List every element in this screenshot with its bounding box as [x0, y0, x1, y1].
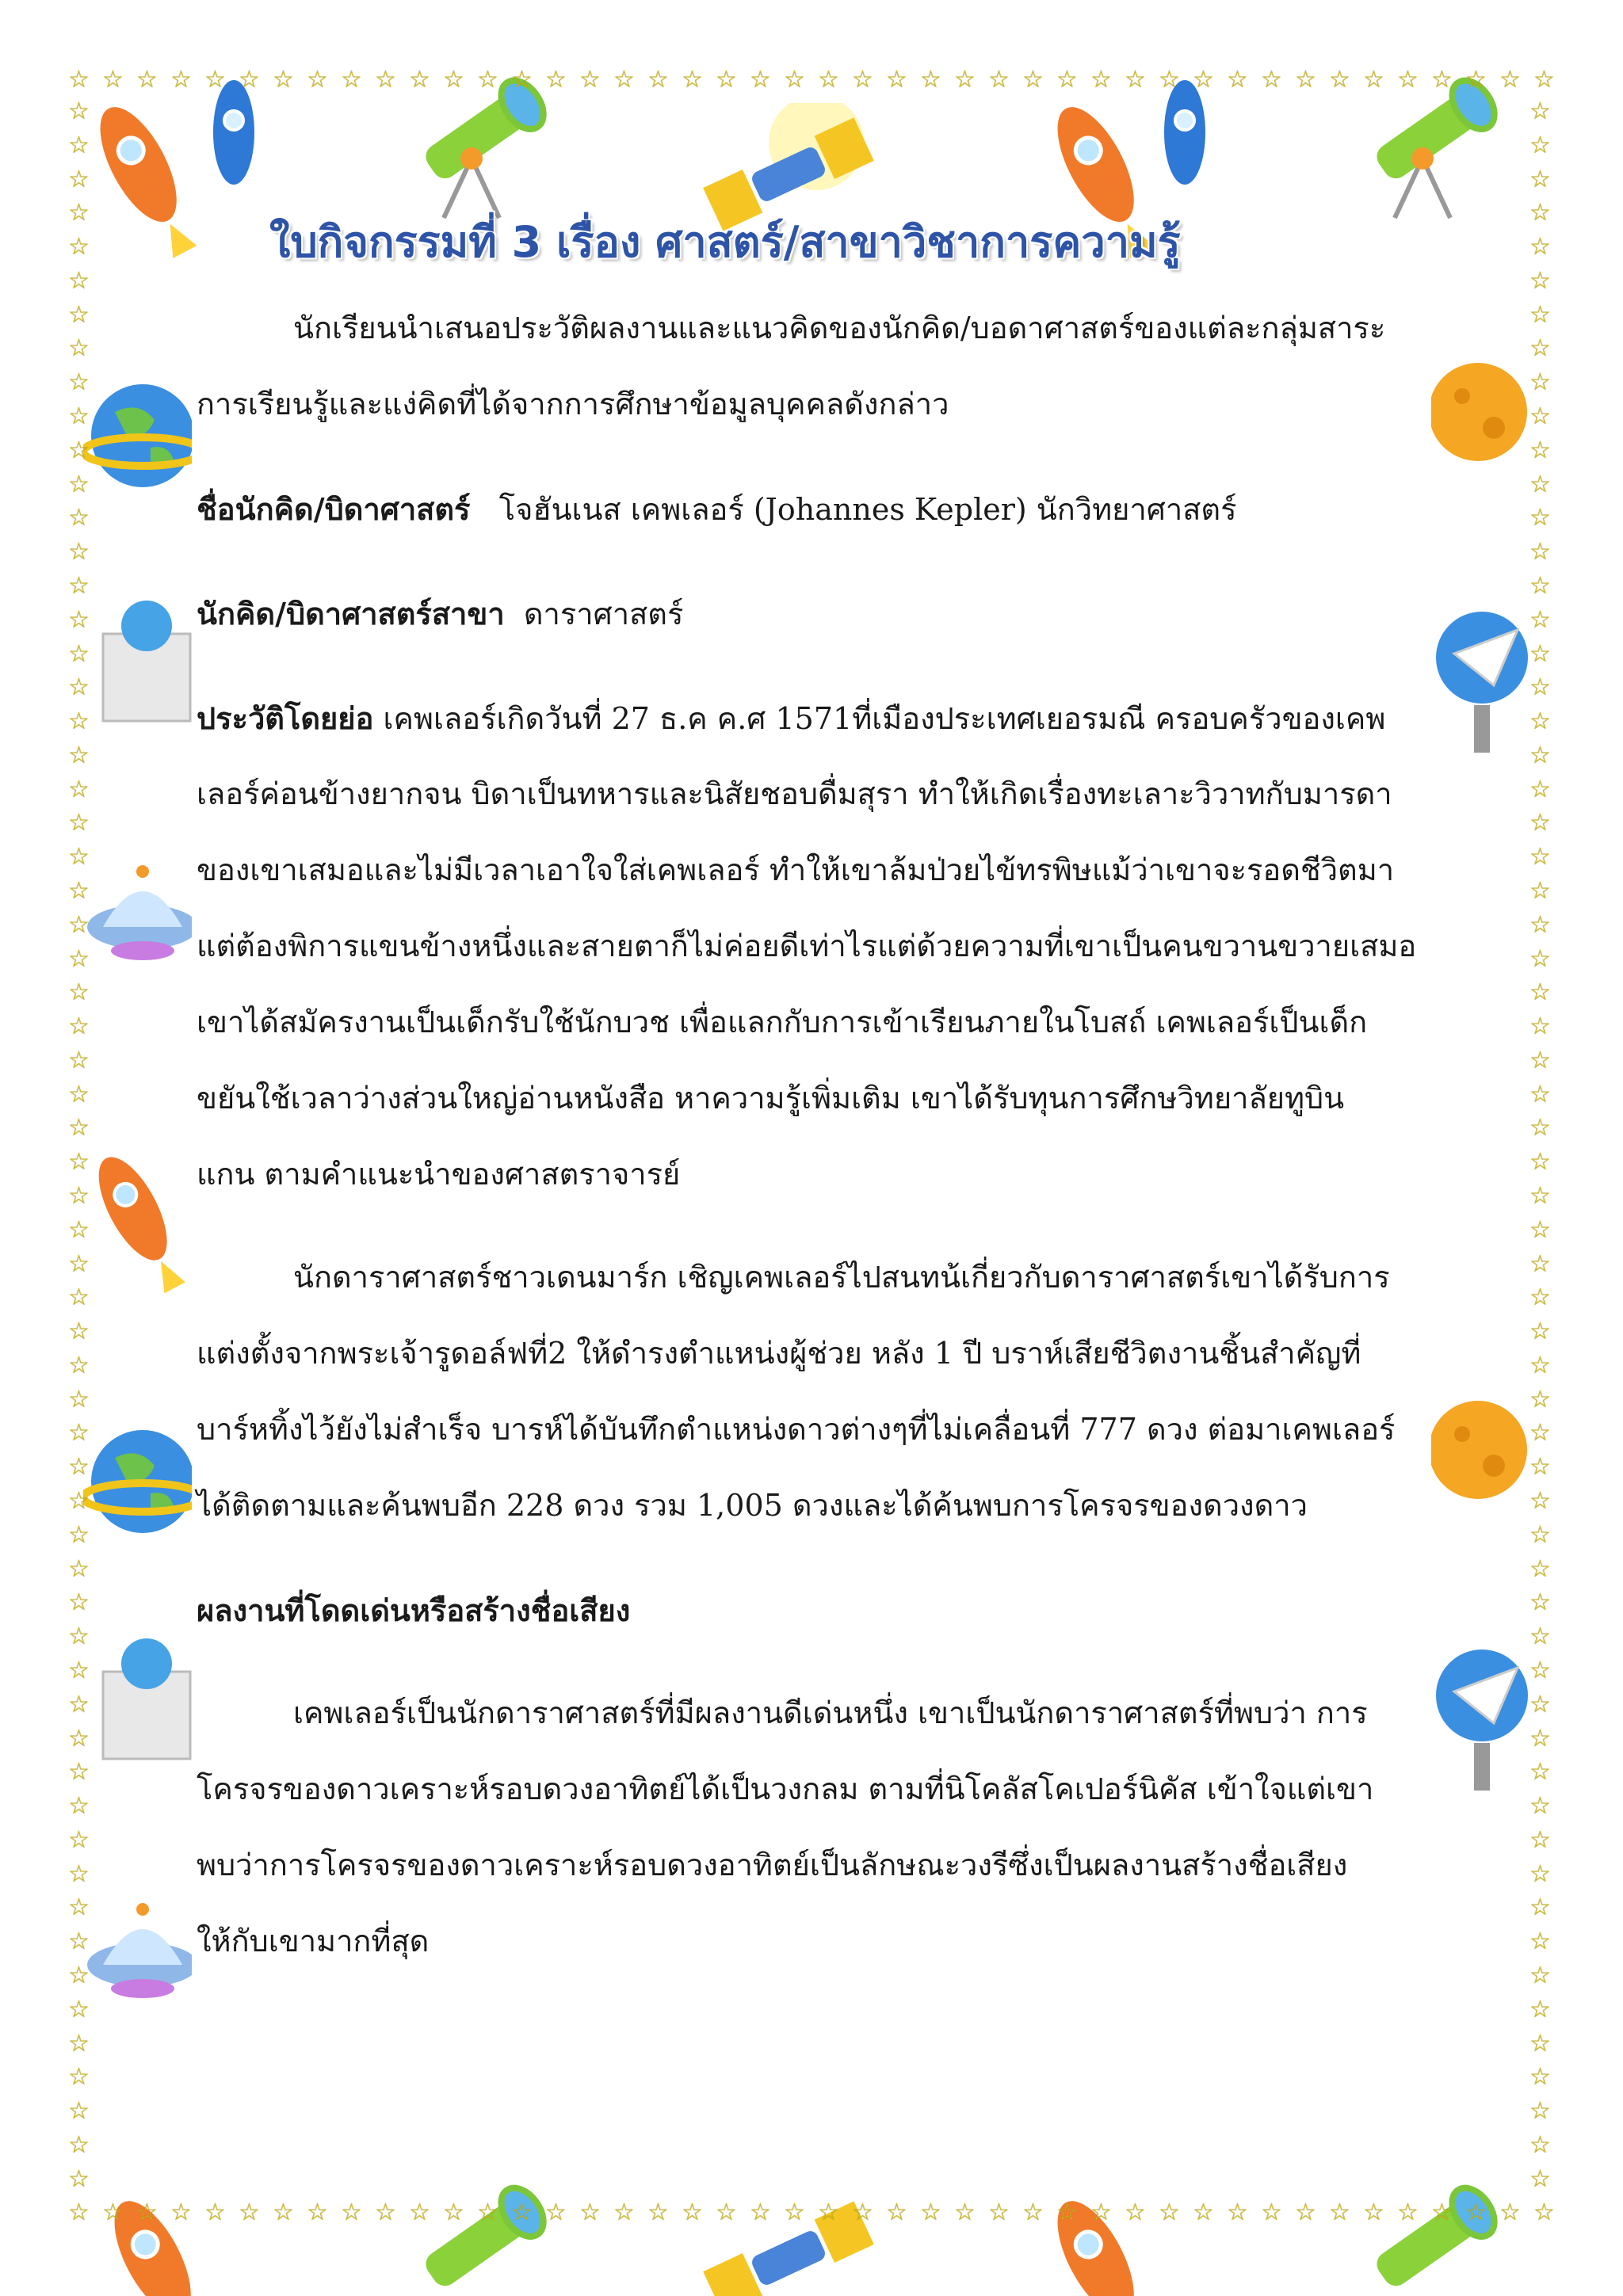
star-icon: ☆	[647, 2199, 669, 2226]
star-icon: ☆	[1529, 1487, 1551, 1516]
star-icon: ☆	[1363, 2199, 1384, 2226]
star-icon: ☆	[511, 2199, 533, 2226]
star-icon: ☆	[68, 1894, 90, 1922]
star-icon: ☆	[375, 66, 396, 93]
star-icon: ☆	[1529, 334, 1551, 363]
branch-label: นักคิด/บิดาศาสตร์สาขา	[197, 596, 505, 631]
star-icon: ☆	[1193, 2199, 1214, 2226]
star-icon: ☆	[1529, 775, 1551, 803]
star-icon: ☆	[307, 2199, 328, 2226]
star-icon: ☆	[1193, 66, 1214, 93]
star-icon: ☆	[477, 66, 498, 93]
star-icon: ☆	[1397, 66, 1419, 93]
star-icon: ☆	[68, 944, 90, 973]
bio-line: ขยันใช้เวลาว่างส่วนใหญ่อ่านหนังสือ หาความรู้เพิ่มเติม เขาได้รับทุนการศึกษวิทยาลัยทูบิน	[197, 1081, 1345, 1116]
star-icon: ☆	[68, 707, 90, 736]
rocket-icon	[1030, 2167, 1165, 2296]
star-icon: ☆	[1499, 66, 1521, 93]
star-icon: ☆	[1529, 1419, 1551, 1447]
star-icon: ☆	[988, 66, 1010, 93]
page-title: ใบกิจกรรมที่ 3 เรื่อง ศาสตร์/สาขาวิชาการความรู้	[269, 217, 1181, 267]
star-icon: ☆	[1529, 436, 1551, 464]
works-heading: ผลงานที่โดดเด่นหรือสร้างชื่อเสียง	[197, 1592, 631, 1628]
star-icon: ☆	[68, 1589, 90, 1617]
star-icon: ☆	[68, 368, 90, 397]
star-icon: ☆	[1529, 1283, 1551, 1312]
name-value: โจฮันเนส เคพเลอร์ (Johannes Kepler) นักวิทยาศาสตร์	[498, 492, 1237, 527]
star-icon: ☆	[68, 1792, 90, 1821]
star-icon: ☆	[68, 1487, 90, 1516]
star-icon: ☆	[68, 97, 90, 125]
toy-block-icon	[87, 1616, 206, 1767]
star-border-top	[68, 68, 1555, 92]
star-icon: ☆	[1529, 605, 1551, 634]
star-icon: ☆	[68, 1928, 90, 1956]
star-icon: ☆	[68, 843, 90, 871]
star-icon: ☆	[988, 2199, 1010, 2226]
star-icon: ☆	[68, 741, 90, 769]
star-icon: ☆	[1529, 1894, 1551, 1922]
star-icon: ☆	[68, 1554, 90, 1583]
star-icon: ☆	[1090, 66, 1112, 93]
star-icon: ☆	[68, 300, 90, 329]
star-icon: ☆	[954, 66, 976, 93]
star-icon: ☆	[443, 2199, 464, 2226]
star-icon: ☆	[1261, 66, 1282, 93]
bio-line: แต่ต้องพิการแขนข้างหนึ่งและสายตาก็ไม่ค่อยดีเท่าไรแต่ด้วยความที่เขาเป็นคนขวานขวายเสมอ	[197, 929, 1417, 963]
star-icon: ☆	[68, 910, 90, 939]
star-icon: ☆	[68, 1318, 90, 1346]
star-icon: ☆	[68, 2164, 90, 2193]
star-icon: ☆	[579, 66, 601, 93]
star-icon: ☆	[68, 978, 90, 1007]
star-icon: ☆	[545, 66, 567, 93]
star-icon: ☆	[1529, 1589, 1551, 1617]
telescope-icon	[1347, 2171, 1506, 2296]
star-icon: ☆	[68, 1623, 90, 1651]
star-icon: ☆	[68, 673, 90, 702]
star-icon: ☆	[68, 1825, 90, 1854]
works-line: เคพเลอร์เป็นนักดาราศาสตร์ที่มีผลงานดีเด่นหนึ่ง เขาเป็นนักดาราศาสตร์ที่พบว่า การ	[293, 1695, 1368, 1730]
star-icon: ☆	[68, 1148, 90, 1177]
star-icon: ☆	[852, 2199, 873, 2226]
star-icon: ☆	[68, 266, 90, 295]
star-icon: ☆	[682, 66, 703, 93]
star-icon: ☆	[1125, 66, 1146, 93]
para2-line: แต่งตั้งจากพระเจ้ารูดอล์ฟที่2 ให้ดำรงตำแหน่งผู้ช่วย หลัง 1 ปี บราห์เสียชีวิตงานชิ้นสำคัญที่	[197, 1336, 1361, 1371]
star-icon: ☆	[1529, 1046, 1551, 1074]
star-icon: ☆	[1465, 2199, 1487, 2226]
globe-icon	[83, 376, 202, 495]
bio-line: ของเขาเสมอและไม่มีเวลาเอาใจใส่เคพเลอร์ ทำให้เขาล้มป่วยไข้ทรพิษแม้ว่าเขาจะรอดชีวิตมา	[197, 852, 1395, 887]
rocket-icon	[73, 73, 208, 263]
star-icon: ☆	[1529, 741, 1551, 769]
star-icon: ☆	[1529, 97, 1551, 125]
star-icon: ☆	[68, 436, 90, 464]
star-icon: ☆	[682, 2199, 703, 2226]
star-icon: ☆	[1529, 1623, 1551, 1651]
star-icon: ☆	[784, 2199, 805, 2226]
star-icon: ☆	[443, 66, 464, 93]
star-icon: ☆	[68, 1182, 90, 1210]
star-icon: ☆	[102, 66, 124, 93]
star-icon: ☆	[68, 1724, 90, 1753]
star-icon: ☆	[68, 538, 90, 566]
para2-line: นักดาราศาสตร์ชาวเดนมาร์ก เชิญเคพเลอร์ไปสนทน้เกี่ยวกับดาราศาสตร์เขาได้รับการ	[293, 1260, 1390, 1295]
star-icon: ☆	[68, 1995, 90, 2023]
star-icon: ☆	[1465, 66, 1487, 93]
star-icon: ☆	[68, 1351, 90, 1379]
star-icon: ☆	[1529, 1114, 1551, 1142]
star-icon: ☆	[716, 2199, 737, 2226]
star-icon: ☆	[818, 66, 839, 93]
rocket-icon	[87, 2167, 222, 2296]
star-icon: ☆	[68, 165, 90, 193]
star-icon: ☆	[68, 1859, 90, 1888]
star-icon: ☆	[818, 2199, 839, 2226]
star-icon: ☆	[68, 1249, 90, 1278]
star-icon: ☆	[1529, 368, 1551, 397]
star-icon: ☆	[1529, 199, 1551, 227]
star-icon: ☆	[68, 1215, 90, 1244]
star-icon: ☆	[784, 66, 805, 93]
toy-block-icon	[87, 578, 206, 729]
star-icon: ☆	[68, 639, 90, 668]
star-icon: ☆	[886, 2199, 907, 2226]
star-icon: ☆	[68, 2029, 90, 2058]
star-icon: ☆	[1329, 2199, 1350, 2226]
star-icon: ☆	[68, 1758, 90, 1787]
star-icon: ☆	[477, 2199, 498, 2226]
star-icon: ☆	[1529, 470, 1551, 498]
ufo-icon	[79, 840, 206, 982]
star-icon: ☆	[68, 605, 90, 634]
star-icon: ☆	[716, 66, 737, 93]
star-icon: ☆	[1529, 1215, 1551, 1244]
star-icon: ☆	[136, 2199, 158, 2226]
star-icon: ☆	[68, 199, 90, 227]
star-icon: ☆	[68, 1013, 90, 1041]
star-icon: ☆	[750, 66, 771, 93]
star-icon: ☆	[511, 66, 533, 93]
star-icon: ☆	[1529, 910, 1551, 939]
star-icon: ☆	[1056, 2199, 1078, 2226]
star-icon: ☆	[1529, 1724, 1551, 1753]
paper-plane-icon	[1426, 602, 1537, 761]
planet-icon	[1419, 1390, 1537, 1509]
star-icon: ☆	[1529, 1758, 1551, 1787]
star-icon: ☆	[1529, 1385, 1551, 1413]
globe-icon	[83, 1422, 202, 1541]
star-icon: ☆	[1529, 538, 1551, 566]
star-icon: ☆	[1529, 2164, 1551, 2193]
star-icon: ☆	[1125, 2199, 1146, 2226]
star-icon: ☆	[1529, 266, 1551, 295]
star-icon: ☆	[1529, 1961, 1551, 1989]
star-icon: ☆	[1529, 809, 1551, 837]
star-icon: ☆	[1529, 1182, 1551, 1210]
star-border-bottom	[68, 2201, 1555, 2225]
star-icon: ☆	[409, 2199, 430, 2226]
star-icon: ☆	[1529, 131, 1551, 159]
bio-line	[197, 700, 1385, 738]
works-line: ให้กับเขามากที่สุด	[197, 1924, 430, 1958]
star-icon: ☆	[1529, 1318, 1551, 1346]
star-icon: ☆	[1090, 2199, 1112, 2226]
star-icon: ☆	[68, 2130, 90, 2159]
star-icon: ☆	[68, 1114, 90, 1142]
star-icon: ☆	[136, 66, 158, 93]
star-icon: ☆	[204, 2199, 226, 2226]
name-label: ชื่อนักคิด/บิดาศาสตร์	[197, 491, 471, 527]
star-icon: ☆	[1529, 1928, 1551, 1956]
star-icon: ☆	[68, 1046, 90, 1074]
star-icon: ☆	[1431, 2199, 1453, 2226]
para2-line: ได้ติดตามและค้นพบอีก 228 ดวง รวม 1,005 ดวงและได้ค้นพบการโครจรของดวงดาว	[197, 1488, 1308, 1523]
star-icon: ☆	[1056, 66, 1078, 93]
star-icon: ☆	[68, 470, 90, 498]
star-icon: ☆	[579, 2199, 601, 2226]
star-icon: ☆	[954, 2199, 976, 2226]
star-icon: ☆	[1529, 707, 1551, 736]
star-icon: ☆	[1529, 1453, 1551, 1482]
star-icon: ☆	[1529, 1995, 1551, 2023]
star-icon: ☆	[1529, 1656, 1551, 1684]
star-icon: ☆	[1499, 2199, 1521, 2226]
works-line: โครจรของดาวเคราะห์รอบดวงอาทิตย์ได้เป็นวงกลม ตามที่นิโคลัสโคเปอร์นิคัส เข้าใจแต่เขา	[197, 1772, 1374, 1806]
star-icon: ☆	[1529, 300, 1551, 329]
star-icon: ☆	[1529, 2029, 1551, 2058]
star-icon: ☆	[68, 1520, 90, 1549]
star-icon: ☆	[68, 1453, 90, 1482]
star-icon: ☆	[68, 334, 90, 363]
star-icon: ☆	[68, 2097, 90, 2126]
star-icon: ☆	[1529, 1520, 1551, 1549]
star-icon: ☆	[886, 66, 907, 93]
bio-line: เขาได้สมัครงานเป็นเด็กรับใช้นักบวช เพื่อแลกกับการเข้าเรียนภายในโบสถ์ เคพเลอร์เป็นเด็ก	[197, 1005, 1368, 1039]
star-icon: ☆	[375, 2199, 396, 2226]
star-icon: ☆	[1022, 66, 1044, 93]
star-icon: ☆	[239, 2199, 260, 2226]
star-icon: ☆	[1227, 66, 1248, 93]
star-icon: ☆	[409, 66, 430, 93]
star-icon: ☆	[1159, 2199, 1180, 2226]
star-icon: ☆	[68, 1690, 90, 1718]
star-icon: ☆	[613, 66, 635, 93]
intro-line: การเรียนรู้และแง่คิดที่ได้จากการศึกษาข้อมูลบุคคลดังกล่าว	[197, 387, 949, 421]
bio-label: ประวัติโดยย่อ	[197, 700, 374, 736]
star-icon: ☆	[1529, 2130, 1551, 2159]
star-border-left	[68, 97, 90, 2193]
star-icon: ☆	[68, 571, 90, 600]
star-icon: ☆	[68, 2063, 90, 2092]
star-icon: ☆	[1529, 2063, 1551, 2092]
star-border-right	[1529, 97, 1551, 2193]
star-icon: ☆	[1529, 1351, 1551, 1379]
star-icon: ☆	[273, 2199, 294, 2226]
star-icon: ☆	[1529, 673, 1551, 702]
star-icon: ☆	[1533, 66, 1555, 93]
star-icon: ☆	[68, 66, 90, 93]
ufo-icon	[79, 1878, 206, 2020]
star-icon: ☆	[1363, 66, 1384, 93]
star-icon: ☆	[1529, 165, 1551, 193]
star-icon: ☆	[68, 775, 90, 803]
star-icon: ☆	[68, 233, 90, 261]
star-icon: ☆	[613, 2199, 635, 2226]
bio-line: เลอร์ค่อนข้างยากจน บิดาเป็นทหารและนิสัยชอบดื่มสุรา ทำให้เกิดเรื่องทะเลาะวิวาทกับมารดา	[197, 776, 1392, 811]
star-icon: ☆	[341, 2199, 362, 2226]
star-icon: ☆	[68, 1385, 90, 1413]
star-icon: ☆	[1533, 2199, 1555, 2226]
star-icon: ☆	[1529, 402, 1551, 431]
star-icon: ☆	[1431, 66, 1453, 93]
bio-first: เคพเลอร์เกิดวันที่ 27 ธ.ค ค.ศ 1571ที่เมืองประเทศเยอรมณี ครอบครัวของเคพ	[383, 701, 1386, 736]
star-icon: ☆	[1529, 571, 1551, 600]
star-icon: ☆	[1159, 66, 1180, 93]
star-icon: ☆	[170, 2199, 192, 2226]
rocket-icon	[75, 1125, 194, 1299]
star-icon: ☆	[1529, 1690, 1551, 1718]
works-line: พบว่าการโครจรของดาวเคราะห์รอบดวงอาทิตย์เป็นลักษณะวงรีซึ่งเป็นผลงานสร้างชื่อเสียง	[197, 1848, 1348, 1882]
star-icon: ☆	[68, 1080, 90, 1108]
star-icon: ☆	[1529, 1859, 1551, 1888]
star-icon: ☆	[1529, 504, 1551, 532]
star-icon: ☆	[1529, 1792, 1551, 1821]
star-icon: ☆	[1529, 1080, 1551, 1108]
star-icon: ☆	[1295, 66, 1316, 93]
star-icon: ☆	[1529, 2097, 1551, 2126]
star-icon: ☆	[1529, 1554, 1551, 1583]
bio-line: แกน ตามคำแนะนำของศาสตราจารย์	[197, 1157, 681, 1192]
star-icon: ☆	[1227, 2199, 1248, 2226]
star-icon: ☆	[1529, 639, 1551, 668]
star-icon: ☆	[68, 1283, 90, 1312]
star-icon: ☆	[1529, 944, 1551, 973]
star-icon: ☆	[1529, 1148, 1551, 1177]
star-icon: ☆	[647, 66, 669, 93]
star-icon: ☆	[273, 66, 294, 93]
star-icon: ☆	[1529, 978, 1551, 1007]
star-icon: ☆	[68, 131, 90, 159]
star-icon: ☆	[68, 2199, 90, 2226]
star-icon: ☆	[68, 809, 90, 837]
star-icon: ☆	[1529, 233, 1551, 261]
star-icon: ☆	[341, 66, 362, 93]
star-icon: ☆	[1295, 2199, 1316, 2226]
star-icon: ☆	[68, 504, 90, 532]
star-icon: ☆	[750, 2199, 771, 2226]
star-icon: ☆	[68, 1656, 90, 1684]
star-icon: ☆	[170, 66, 192, 93]
star-icon: ☆	[1261, 2199, 1282, 2226]
para2-line: บาร์หทิ้งไว้ยังไม่สำเร็จ บารห์ได้บันทึกตำแหน่งดาวต่างๆที่ไม่เคลื่อนที่ 777 ดวง ต่อมาเคพเลอร์	[197, 1412, 1396, 1447]
planet-icon	[1419, 353, 1537, 471]
star-icon: ☆	[1529, 1013, 1551, 1041]
branch-value: ดาราศาสตร์	[523, 597, 684, 631]
star-icon: ☆	[920, 66, 941, 93]
star-icon: ☆	[68, 1961, 90, 1989]
star-icon: ☆	[1529, 876, 1551, 905]
telescope-icon	[396, 2171, 555, 2296]
star-icon: ☆	[1529, 843, 1551, 871]
thinker-branch	[197, 596, 683, 633]
star-icon: ☆	[307, 66, 328, 93]
star-icon: ☆	[68, 1419, 90, 1447]
star-icon: ☆	[68, 876, 90, 905]
star-icon: ☆	[102, 2199, 124, 2226]
star-icon: ☆	[1397, 2199, 1419, 2226]
star-icon: ☆	[920, 2199, 941, 2226]
thinker-name	[197, 491, 1237, 528]
star-icon: ☆	[1529, 1825, 1551, 1854]
star-icon: ☆	[68, 402, 90, 431]
star-icon: ☆	[1022, 2199, 1044, 2226]
star-icon: ☆	[545, 2199, 567, 2226]
star-icon: ☆	[1529, 1249, 1551, 1278]
star-icon: ☆	[239, 66, 260, 93]
paper-plane-icon	[1426, 1640, 1537, 1798]
star-icon: ☆	[204, 66, 226, 93]
star-icon: ☆	[852, 66, 873, 93]
intro-line: นักเรียนนำเสนอประวัติผลงานและแนวคิดของนักคิด/บอดาศาสตร์ของแต่ละกลุ่มสาระ	[293, 311, 1386, 345]
star-icon: ☆	[1329, 66, 1350, 93]
